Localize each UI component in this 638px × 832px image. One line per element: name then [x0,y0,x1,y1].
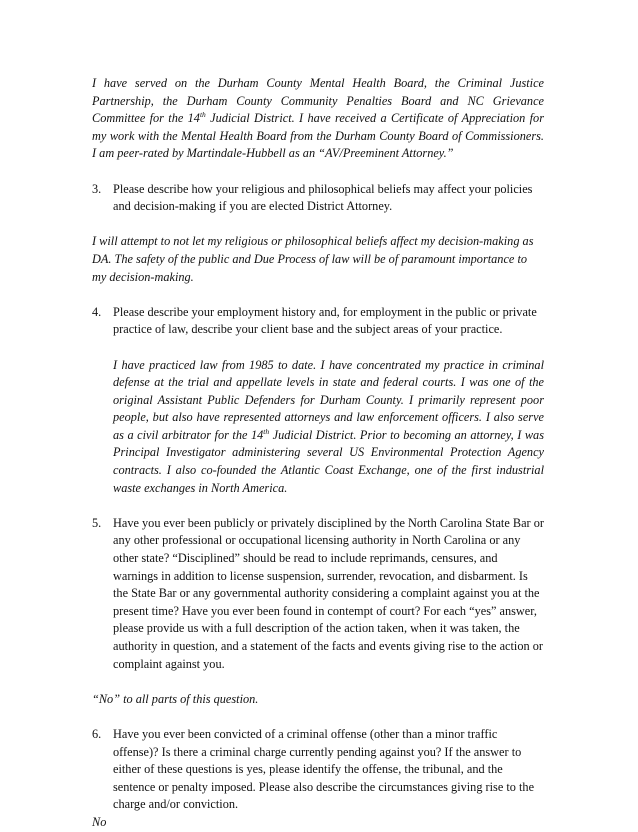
question-5 [92,515,544,673]
question-3 [92,181,544,216]
answer-5: “No” to all parts of this question. [92,691,259,706]
answer-4-part2: Judicial District. Prior to becoming an attorney, I was Principal Investigator administering several US Environmental Protection Agency contracts. I also co-founded the Atlantic Coast Exchange, one of the first industrial waste exchanges in North America. [113,427,544,495]
question-4-text: Please describe your employment history and, for employment in the public or private practice of law, describe your client base and the subject areas of your practice. [113,304,537,337]
intro-text-part2: Judicial District. I have received a Certificate of Appreciation for my work with the Mental Health Board from the Durham County Board of Commissioners. I am peer-rated by Martindale-Hubbell as an “AV/Preeminent Attorney.” [92,111,544,161]
answer-6: No [92,814,107,829]
question-6 [92,726,544,814]
question-3-text: Please describe how your religious and philosophical beliefs may affect your policies and decision-making if you are elected District Attorney. [113,181,533,214]
question-5-text: Have you ever been publicly or privately disciplined by the North Carolina State Bar or any other professional or occupational licensing authority in North Carolina or any other state? “Disciplined” should be read to include reprimands, censures, and warnings in addition to license suspension, surrender, revocation, and disbarment. Is the State Bar or any governmental authority considering a complaint against you at the present time? Have you ever been found in contempt of court? For each “yes” answer, please provide us with a full description of the action taken, when it was taken, the authority in question, and a statement of the facts and events giving rise to the action or complaint against you. [113,515,544,671]
question-5-number: 5. [92,515,102,530]
intro-paragraph [92,75,544,163]
answer-3: I will attempt to not let my religious or philosophical beliefs affect my decision-making as DA. The safety of the public and Due Process of law will be of paramount importance to my decision-making. [92,234,534,284]
answer-4-part1: I have practiced law from 1985 to date. I have concentrated my practice in criminal defense at the trial and appellate levels in state and federal courts. I was one of the original Assistant Public Defenders for Durham County. I primarily represent poor people, but also have represented attorneys and law enforcement officers. I also serve as a civil arbitrator for the 14 [113,357,544,442]
answer-4-superscript: th [263,426,270,436]
question-6-number: 6. [92,726,102,741]
question-4 [92,304,544,339]
question-6-text: Have you ever been convicted of a criminal offense (other than a minor traffic offense)? Is there a criminal charge currently pending against you? If the answer to either of these questions is yes, please identify the offense, the tribunal, and the sentence or penalty imposed. Please also describe the circumstances giving rise to the charge and/or conviction. [113,726,535,812]
intro-superscript: th [199,110,206,120]
question-4-number: 4. [92,304,102,319]
answer-4 [113,357,544,498]
intro-text-part1: I have served on the Durham County Mental Health Board, the Criminal Justice Partnership, the Durham County Community Penalties Board and NC Grievance Committee for the 14 [92,76,544,126]
question-3-number: 3. [92,181,102,196]
